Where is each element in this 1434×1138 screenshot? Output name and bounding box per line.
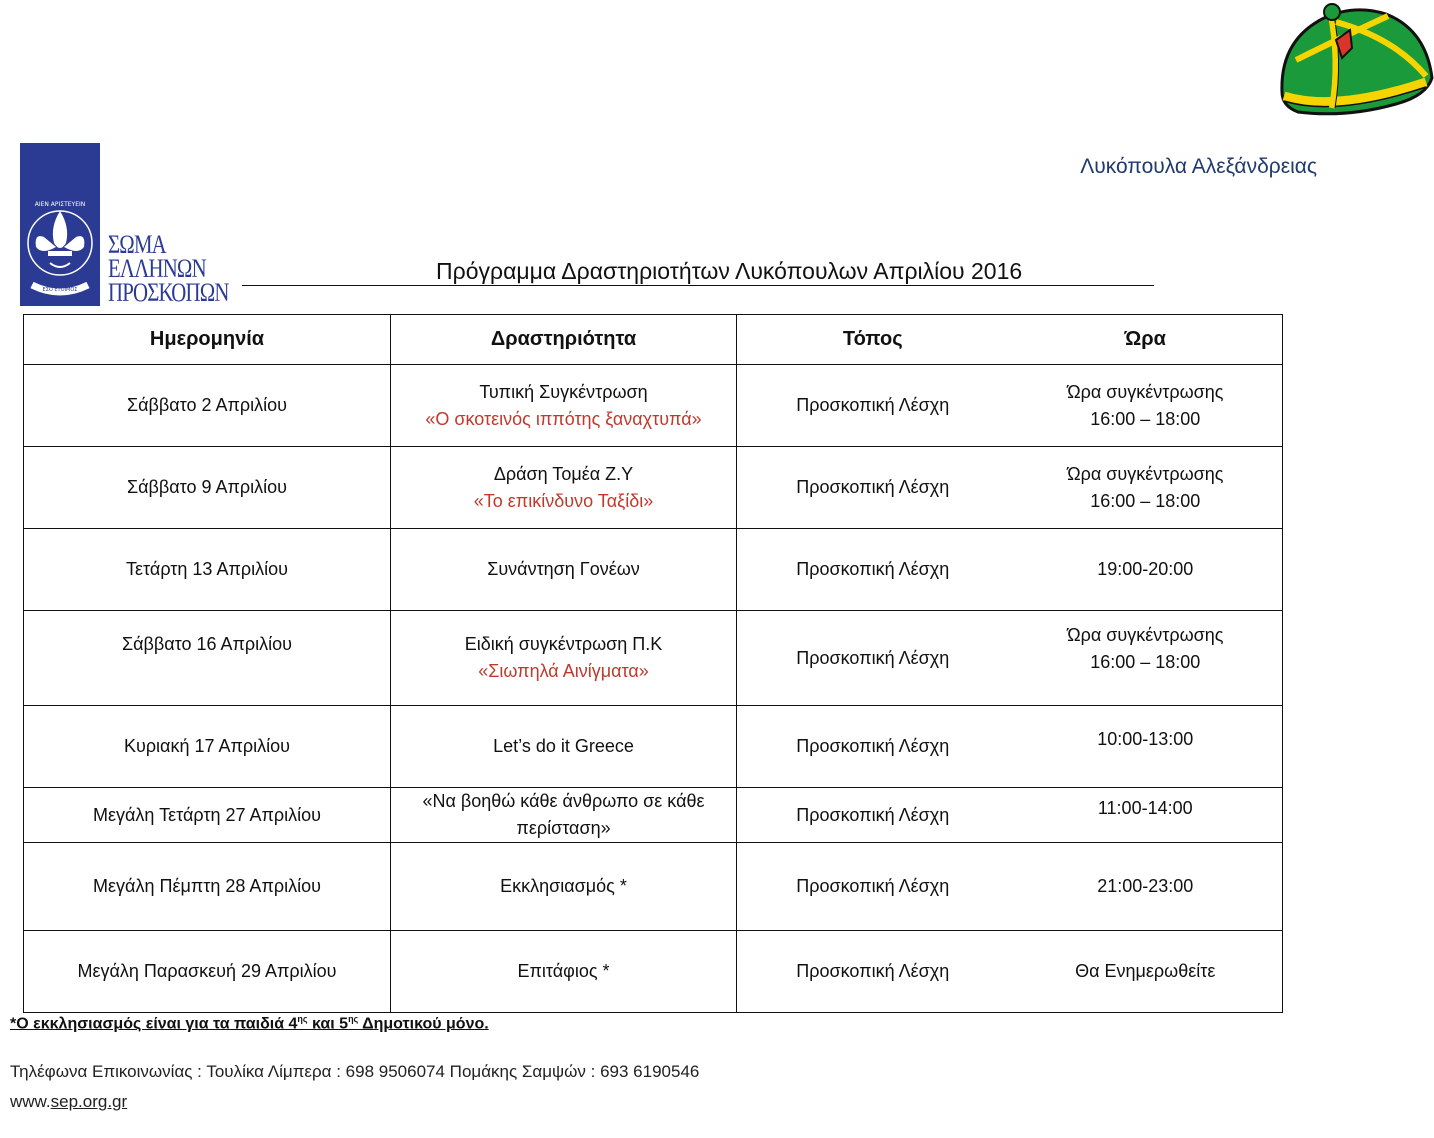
activity-subtitle: «Σιωπηλά Αινίγματα» xyxy=(478,661,649,681)
website xyxy=(10,1092,127,1112)
cell-time xyxy=(1009,447,1283,529)
table-row xyxy=(24,788,1283,843)
cell-place: Προσκοπική Λέσχη xyxy=(737,611,1009,706)
cell-place: Προσκοπική Λέσχη xyxy=(737,931,1009,1013)
table-row xyxy=(24,931,1283,1013)
page-title: Πρόγραμμα Δραστηριοτήτων Λυκόπουλων Απριλίου 2016 xyxy=(436,258,1023,284)
cell-activity: Συνάντηση Γονέων xyxy=(391,529,737,611)
cell-date: Μεγάλη Παρασκευή 29 Απριλίου xyxy=(24,931,391,1013)
cell-place: Προσκοπική Λέσχη xyxy=(737,788,1009,843)
cell-activity xyxy=(391,365,737,447)
footnote-sup-2: ης xyxy=(348,1014,359,1024)
table-row xyxy=(24,843,1283,931)
logo-org-line-3: ΠΡΟΣΚΟΠΩΝ xyxy=(108,278,229,307)
footnote xyxy=(10,1014,489,1033)
cell-date: Μεγάλη Πέμπτη 28 Απριλίου xyxy=(24,843,391,931)
table-header-row xyxy=(24,315,1283,365)
cell-time: 11:00-14:00 xyxy=(1009,788,1283,843)
logo-org-line-2: ΕΛΛΗΝΩΝ xyxy=(108,254,206,283)
cell-date: Κυριακή 17 Απριλίου xyxy=(24,706,391,788)
activity-title: Δράση Τομέα Ζ.Υ xyxy=(493,463,634,484)
cell-activity: Εκκλησιασμός * xyxy=(391,843,737,931)
cell-date: Σάββατο 9 Απριλίου xyxy=(24,447,391,529)
footnote-text-3: Δημοτικού μόνο. xyxy=(358,1015,489,1033)
time-value: 16:00 – 18:00 xyxy=(1090,652,1201,672)
cell-time: 10:00-13:00 xyxy=(1009,706,1283,788)
activity-subtitle: «Το επικίνδυνο Ταξίδι» xyxy=(473,490,654,511)
cell-place: Προσκοπική Λέσχη xyxy=(737,365,1009,447)
header-time: Ώρα xyxy=(1009,315,1283,365)
cell-time xyxy=(1009,611,1283,706)
cell-time: Θα Ενημερωθείτε xyxy=(1009,931,1283,1013)
logo-motto-bottom: ΕΣΟ ΕΤΟΙΜΟΣ xyxy=(42,287,78,293)
time-label: Ώρα συγκέντρωσης xyxy=(1067,463,1224,484)
header-place: Τόπος xyxy=(737,315,1009,365)
footnote-sup-1: ης xyxy=(297,1014,308,1024)
table-row xyxy=(24,529,1283,611)
header-activity: Δραστηριότητα xyxy=(391,315,737,365)
cell-activity: «Να βοηθώ κάθε άνθρωπο σε κάθε περίσταση» xyxy=(391,788,737,843)
logo-emblem xyxy=(20,143,100,306)
activity-subtitle: «Ο σκοτεινός ιππότης ξαναχτυπά» xyxy=(425,408,702,429)
footnote-text-1: *Ο εκκλησιασμός είναι για τα παιδιά 4 xyxy=(10,1015,298,1033)
time-label: Ώρα συγκέντρωσης xyxy=(1067,625,1224,645)
brand-title: Λυκόπουλα Αλεξάνδρειας xyxy=(1080,155,1317,178)
scout-cap-icon xyxy=(1276,0,1434,124)
scouts-of-greece-logo xyxy=(20,143,242,308)
logo-org-line-1: ΣΩΜΑ xyxy=(108,230,166,259)
activity-title: Ειδική συγκέντρωση Π.Κ xyxy=(464,634,663,654)
time-value: 16:00 – 18:00 xyxy=(1090,408,1201,429)
cell-activity xyxy=(391,447,737,529)
cell-place: Προσκοπική Λέσχη xyxy=(737,447,1009,529)
cell-date: Σάββατο 16 Απριλίου xyxy=(24,611,391,706)
cell-time: 21:00-23:00 xyxy=(1009,843,1283,931)
cell-time: 19:00-20:00 xyxy=(1009,529,1283,611)
contact-phones: Τηλέφωνα Επικοινωνίας : Τουλίκα Λίμπερα : 698 9506074 Πομάκης Σαμψών : 693 6190546 xyxy=(10,1062,700,1081)
schedule-table xyxy=(23,314,1283,1013)
cell-place: Προσκοπική Λέσχη xyxy=(737,529,1009,611)
table-row xyxy=(24,365,1283,447)
logo-motto-top: ΑΙΕΝ ΑΡΙΣΤΕΥΕΙΝ xyxy=(34,201,86,208)
cell-date: Σάββατο 2 Απριλίου xyxy=(24,365,391,447)
time-label: Ώρα συγκέντρωσης xyxy=(1067,381,1224,402)
website-prefix: www. xyxy=(10,1092,51,1111)
cell-date: Μεγάλη Τετάρτη 27 Απριλίου xyxy=(24,788,391,843)
activity-title: Τυπική Συγκέντρωση xyxy=(479,381,648,402)
footnote-text-2: και 5 xyxy=(307,1015,349,1033)
title-underline xyxy=(242,285,1154,286)
fleur-de-lis-emblem-icon xyxy=(20,143,100,306)
logo-org-name xyxy=(108,230,229,307)
table-row xyxy=(24,611,1283,706)
cell-activity: Επιτάφιος * xyxy=(391,931,737,1013)
cell-place: Προσκοπική Λέσχη xyxy=(737,706,1009,788)
table-row xyxy=(24,447,1283,529)
header-date: Ημερομηνία xyxy=(24,315,391,365)
cell-activity: Let’s do it Greece xyxy=(391,706,737,788)
cell-date: Τετάρτη 13 Απριλίου xyxy=(24,529,391,611)
table-row xyxy=(24,706,1283,788)
time-value: 16:00 – 18:00 xyxy=(1090,490,1201,511)
website-link[interactable]: sep.org.gr xyxy=(50,1092,128,1111)
cell-time xyxy=(1009,365,1283,447)
cell-activity xyxy=(391,611,737,706)
cell-place: Προσκοπική Λέσχη xyxy=(737,843,1009,931)
